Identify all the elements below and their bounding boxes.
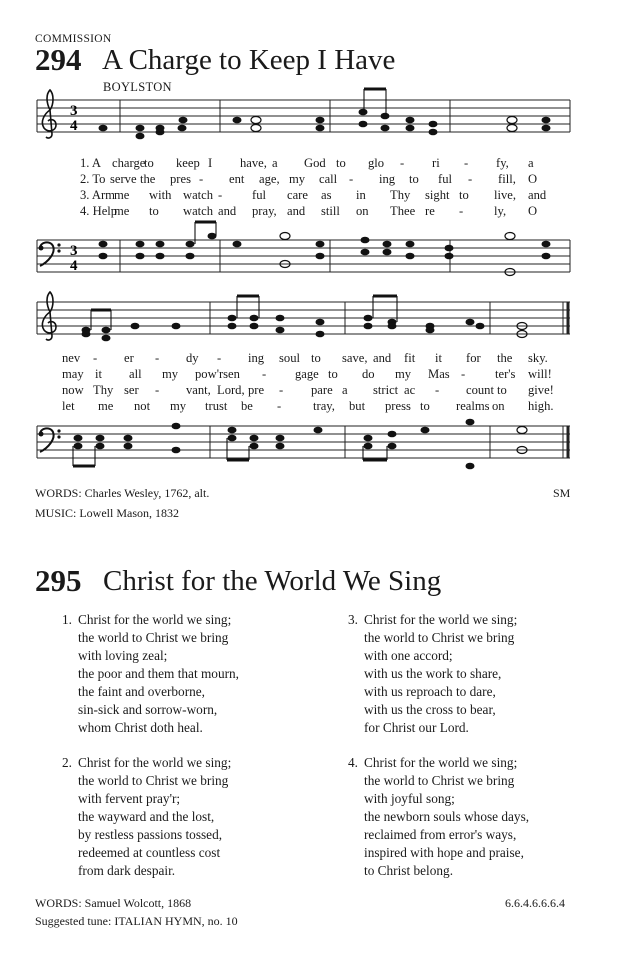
lyric-syllable: ac [404,383,416,397]
verse-line: the faint and overborne, [78,684,206,699]
verse-line: with joyful song; [364,791,455,806]
verse-line: with us the work to share, [364,666,502,681]
lyric-syllable: a [528,156,534,170]
lyric-syllable: ing [379,172,396,186]
verse-line: with one accord; [364,648,453,663]
lyric-syllable: to [420,399,430,413]
lyric-syllable: ing [248,351,265,365]
lyric-syllable: glo [368,156,385,170]
lyric-syllable: pare [311,383,333,397]
lyric-syllable: on [492,399,505,413]
lyric-syllable: gage [295,367,319,381]
lyric-syllable: en [228,367,240,381]
verse-number: 3. [348,612,358,627]
lyric-syllable: realms [456,399,490,413]
lyric-syllable: have, [240,156,267,170]
lyric-syllable: God [304,156,326,170]
lyric-syllable: er [124,351,134,365]
lyric-syllable: 2. To [80,172,106,186]
lyric-syllable: - [400,156,405,170]
lyric-syllable: my [289,172,306,186]
treble-clef-icon [42,90,56,138]
lyric-syllable: to [149,204,159,218]
verse [62,611,240,737]
lyric-line [80,156,556,172]
lyric-syllable: it [95,367,102,381]
verse-line: by restless passions tossed, [78,827,223,842]
svg-text:4: 4 [70,118,78,134]
verse-line: the world to Christ we bring [78,773,229,788]
verse-line: redeemed at countless cost [78,845,221,860]
lyric-syllable: Thy [390,188,411,202]
lyric-line [62,351,556,367]
hymn-title: A Charge to Keep I Have [102,44,396,76]
verse-number: 2. [62,755,72,770]
lyric-syllable: nev [62,351,81,365]
lyric-syllable: keep [176,156,200,170]
lyric-syllable: in [356,188,366,202]
svg-text:4: 4 [70,258,78,274]
lyric-syllable: to [497,383,507,397]
lyric-line [80,204,556,220]
lyric-syllable: 1. A [80,156,101,170]
verse-line: the poor and them that mourn, [78,666,240,681]
lyric-syllable: soul [279,351,300,365]
lyric-syllable: tray, [313,399,335,413]
tune-name: BOYLSTON [103,80,172,94]
verse-line: the wayward and the lost, [78,809,215,824]
lyric-syllable: for [466,351,481,365]
lyric-syllable: - [218,188,223,202]
lyric-syllable: me [114,188,130,202]
lyric-syllable: still [321,204,340,218]
lyric-syllable: live, [494,188,517,202]
lyric-syllable: a [272,156,278,170]
lyric-syllable: - [459,204,464,218]
lyric-syllable: now [62,383,84,397]
words-credit: WORDS: Samuel Wolcott, 1868 [35,896,192,910]
lyric-syllable: save, [342,351,368,365]
lyric-syllable: sight [425,188,450,202]
lyric-syllable: O [528,204,538,218]
lyric-syllable: - [461,367,466,381]
lyric-syllable: and [287,204,306,218]
lyric-line [80,172,556,188]
hymn-title: Christ for the World We Sing [103,565,442,597]
lyric-syllable: count [466,383,494,397]
lyric-syllable: vant, [186,383,211,397]
lyric-syllable: a [342,383,348,397]
verse-number: 4. [348,755,358,770]
lyric-syllable: with [149,188,172,202]
lyric-syllable: ri [432,156,440,170]
lyric-syllable: to [336,156,346,170]
lyric-syllable: and [218,204,237,218]
lyric-syllable: dy [186,351,199,365]
verse-line: from dark despair. [78,863,176,878]
verse-line: with loving zeal; [78,648,168,663]
lyric-syllable: pres [170,172,191,186]
lyric-syllable: my [395,367,412,381]
meter: 6.6.4.6.6.6.4 [505,896,565,910]
lyric-syllable: give! [528,383,554,397]
verse-line: Christ for the world we sing; [364,612,518,627]
verse [348,611,518,737]
lyric-syllable: press [385,399,411,413]
lyric-syllable: me [98,399,114,413]
lyric-syllable: on [356,204,369,218]
meter: SM [553,486,571,500]
lyric-syllable: pray, [252,204,277,218]
verse-line: Christ for the world we sing; [364,755,518,770]
verse-line: Christ for the world we sing; [78,755,232,770]
section-label: COMMISSION [35,33,112,45]
lyric-syllable: pow'rs [195,367,229,381]
music-credit: MUSIC: Lowell Mason, 1832 [35,506,179,520]
lyric-syllable: - [464,156,469,170]
lyric-syllable: ly, [494,204,507,218]
lyric-syllable: care [287,188,308,202]
lyric-syllable: to [328,367,338,381]
hymn-number: 294 [35,42,82,77]
verse-line: for Christ our Lord. [364,720,469,735]
lyric-syllable: - [279,383,284,397]
verse-line: the world to Christ we bring [364,630,515,645]
lyric-syllable: all [129,367,142,381]
lyric-syllable: ful [438,172,452,186]
lyric-syllable: age, [259,172,280,186]
lyric-syllable: - [217,351,222,365]
hymn-number: 295 [35,563,82,598]
lyric-syllable: strict [373,383,399,397]
lyric-syllable: charge [112,156,146,170]
verse [348,754,530,880]
lyric-syllable: and [528,188,547,202]
lyric-syllable: I [208,156,213,170]
lyric-syllable: watch [183,188,214,202]
lyric-syllable: Thee [390,204,416,218]
verse [62,754,232,880]
verse-line: with us reproach to dare, [364,684,496,699]
verse-line: to Christ belong. [364,863,454,878]
verse-line: inspired with hope and praise, [364,845,524,860]
lyric-syllable: high. [528,399,554,413]
bass-clef-icon [39,428,61,452]
verse-line: with us the cross to bear, [364,702,496,717]
lyric-syllable: serve [110,172,137,186]
lyric-syllable: ful [252,188,266,202]
lyric-syllable: Lord, [217,383,245,397]
lyric-syllable: fy, [496,156,509,170]
lyric-syllable: trust [205,399,228,413]
lyric-syllable: call [319,172,338,186]
lyric-syllable: - [93,351,98,365]
lyric-syllable: - [468,172,473,186]
lyric-syllable: it [435,351,442,365]
lyric-syllable: ter's [495,367,516,381]
svg-text:3: 3 [70,103,78,119]
lyric-line [80,188,556,204]
lyric-syllable: - [349,172,354,186]
lyric-syllable: Mas [428,367,450,381]
lyric-syllable: as [321,188,332,202]
lyric-syllable: to [409,172,419,186]
lyric-syllable: pre [248,383,265,397]
lyric-syllable: - [277,399,282,413]
lyric-syllable: - [262,367,267,381]
lyric-syllable: - [199,172,204,186]
lyric-syllable: my [170,399,187,413]
svg-text:3: 3 [70,243,78,259]
lyric-syllable: may [62,367,84,381]
lyric-line [62,383,556,399]
lyric-syllable: 3. Arm [80,188,115,202]
lyric-syllable: fit [404,351,416,365]
verse-line: reclaimed from error's ways, [364,827,517,842]
lyric-syllable: fill, [498,172,516,186]
lyric-syllable: Thy [93,383,114,397]
lyric-syllable: will! [528,367,552,381]
lyric-syllable: - [155,351,160,365]
lyric-syllable: not [134,399,151,413]
verse-line: with fervent pray'r; [78,791,181,806]
verse-line: sin-sick and sorrow-worn, [78,702,218,717]
lyric-syllable: watch [183,204,214,218]
suggested-tune: Suggested tune: ITALIAN HYMN, no. 10 [35,914,238,928]
lyric-syllable: the [497,351,513,365]
verse-number: 1. [62,612,72,627]
words-credit: WORDS: Charles Wesley, 1762, alt. [35,486,210,500]
verse-line: whom Christ doth heal. [78,720,203,735]
bass-clef-icon [39,242,61,266]
verse-line: the newborn souls whose days, [364,809,530,824]
lyric-syllable: but [349,399,366,413]
treble-clef-icon [42,292,56,340]
lyric-syllable: be [241,399,253,413]
verse-line: Christ for the world we sing; [78,612,232,627]
lyric-syllable: sky. [528,351,548,365]
lyric-syllable: the [140,172,156,186]
lyric-syllable: ser [124,383,139,397]
verse-line: the world to Christ we bring [78,630,229,645]
lyric-syllable: O [528,172,538,186]
lyric-syllable: to [459,188,469,202]
lyric-syllable: me [114,204,130,218]
lyric-line [62,399,556,415]
lyric-syllable: do [362,367,375,381]
verse-line: the world to Christ we bring [364,773,515,788]
lyric-syllable: 4. Help [80,204,118,218]
lyric-syllable: - [435,383,440,397]
lyric-syllable: to [311,351,321,365]
lyric-syllable: my [162,367,179,381]
lyric-syllable: ent [229,172,245,186]
lyric-line [62,367,556,383]
lyric-syllable: to [144,156,154,170]
lyric-syllable: re [425,204,435,218]
lyric-syllable: let [62,399,75,413]
lyric-syllable: and [373,351,392,365]
lyric-syllable: - [155,383,160,397]
